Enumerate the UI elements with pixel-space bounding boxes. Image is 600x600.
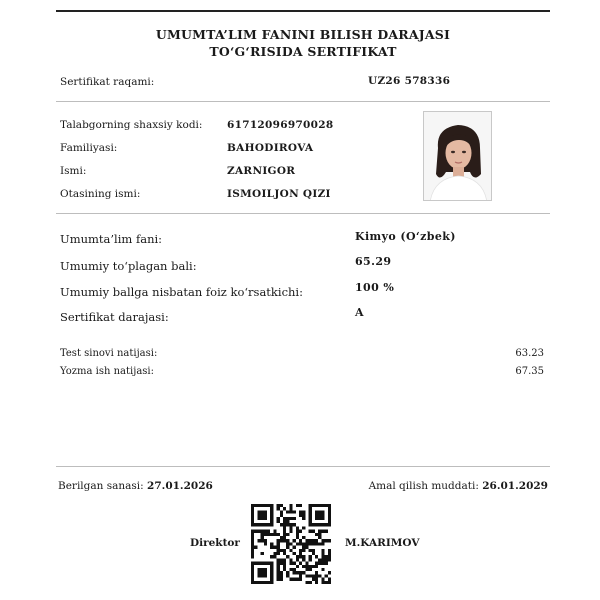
top-rule [56,10,550,12]
subject-value: Kimyo (O‘zbek) [355,230,456,243]
valid-until-date [369,480,548,492]
patronymic-value: ISMOILJON QIZI [227,188,331,200]
surname-label: Familiyasi: [60,142,118,154]
level-value: A [355,306,364,319]
patronymic-label: Otasining ismi: [60,188,141,200]
certificate-number-label: Sertifikat raqami: [60,76,155,88]
student-photo [423,111,492,201]
divider-3 [56,466,550,467]
written-result-value: 67.35 [515,366,544,377]
name-value: ZARNIGOR [227,165,296,177]
student-portrait-icon [424,112,492,201]
id-label: Talabgorning shaxsiy kodi: [60,119,203,131]
id-value: 61712096970028 [227,119,334,131]
test-result-value: 63.23 [515,348,544,359]
level-label: Sertifikat darajasi: [60,310,169,324]
director-label: Direktor [190,537,240,549]
qr-code-icon [251,504,331,584]
divider-1 [56,101,550,102]
percent-value: 100 % [355,281,395,294]
certificate-title [56,26,550,60]
title-line-1: UMUMTA’LIM FANINI BILISH DARAJASI [155,27,451,42]
certificate-sheet [56,10,550,595]
director-name: M.KARIMOV [345,537,420,549]
valid-label: Amal qilish muddati: [368,480,479,492]
issued-value: 27.01.2026 [147,480,213,492]
issued-date [58,480,213,492]
title-line-2: TO‘G‘RISIDA SERTIFIKAT [209,44,397,59]
name-label: Ismi: [60,165,87,177]
percent-label: Umumiy ballga nisbatan foiz ko‘rsatkichi: [60,285,303,299]
score-label: Umumiy to‘plagan bali: [60,259,197,273]
written-result-label: Yozma ish natijasi: [60,366,154,377]
score-value: 65.29 [355,255,392,268]
divider-2 [56,213,550,214]
valid-value: 26.01.2029 [482,480,548,492]
certificate-number-value: UZ26 578336 [368,75,451,87]
issued-label: Berilgan sanasi: [58,480,144,492]
test-result-label: Test sinovi natijasi: [60,348,158,359]
surname-value: BAHODIROVA [227,142,314,154]
subject-label: Umumta’lim fani: [60,232,163,246]
